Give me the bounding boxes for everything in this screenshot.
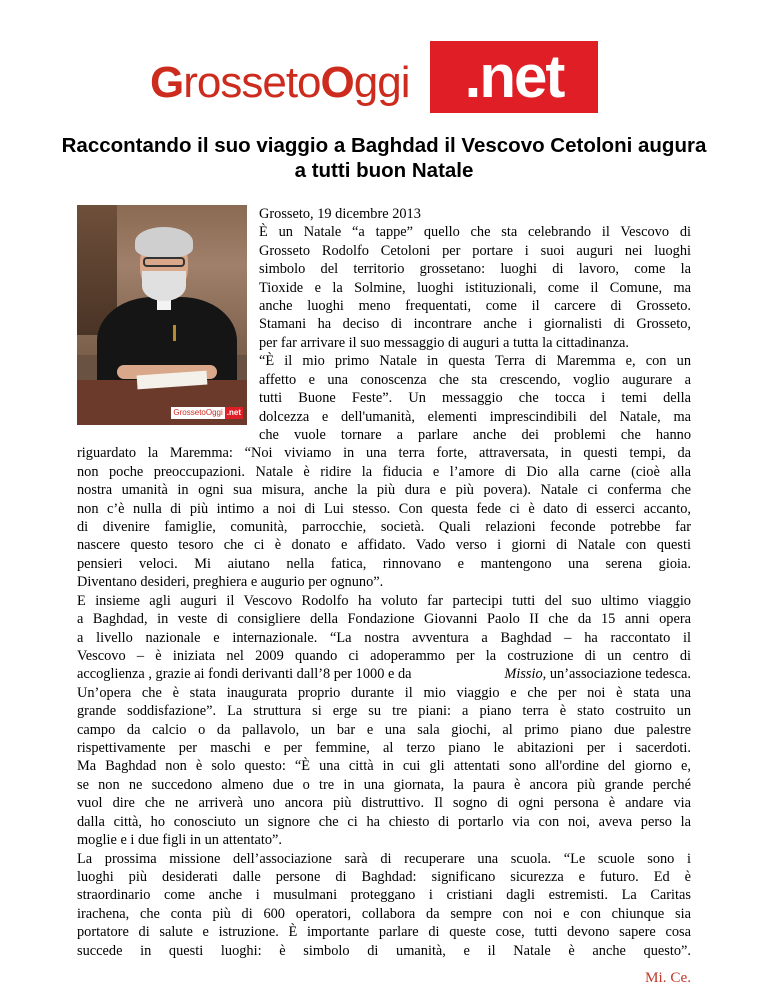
photo-collar [157,300,171,310]
text-line: per far arrivare il suo messaggio di auguri a tutta la cittadinanza. [259,334,630,351]
text-line: riguardato la Maremma: “Noi viviamo in una terra forte, attraversata, in questi tempi, da [77,445,691,462]
text-line: Un’opera che è stata inaugurata proprio durante il mio viaggio e che per noi è stata una [77,684,691,701]
photo-beard [142,271,186,301]
text-line: che vuole tornare a parlare anche dei problemi che hanno [259,426,691,443]
bishop-photo [77,205,247,425]
text-line: Grosseto Rodolfo Cetoloni per portare i suoi auguri nei luoghi [259,242,691,259]
text-line: Vescovo – è iniziata nel 2009 quando ci adoperammo per la costruzione di un centro di [77,647,691,664]
text-line: vuol dire che ne arriverà uno ancora più distruttivo. Il sogno di ogni persona è andare via [77,795,691,812]
text-line: non poche preoccupazioni. Natale è ridire la fiducia e l’amore di Dio alla carne (cioè alla [77,463,691,480]
italic-word: Missio [504,666,543,683]
text-line: succede in questi luoghi: è simbolo di umanità, e il Natale è anche questo”. [77,942,691,959]
photo-watermark [171,407,243,419]
text-line: campo da calcio o da pallavolo, un bar e una sala giochi, al primo piano due palestre [77,721,691,738]
text-line: rispettivamente per maschi e per femmine, al terzo piano le abitazioni per i sacerdoti. [77,740,691,757]
text-line: Tioxide e la Solmine, luoghi istituzionali, come il Comune, ma [259,279,691,296]
watermark-text: GrossetoOggi [173,408,223,417]
text-line: straordinario come anche i musulmani proteggano i cristiani dagli estremisti. La Caritas [77,887,691,904]
text-line: a livello nazionale e internazionale. “La nostra avventura a Baghdad – ha raccontato il [77,629,691,646]
logo-letters: ggi [353,58,410,107]
text-line: “È il mio primo Natale in questa Terra di Maremma e, con un [259,353,691,370]
text-line: La prossima missione dell’associazione sarà di recuperare una scuola. “Le scuole sono i [77,850,691,867]
text-line: E insieme agli auguri il Vescovo Rodolfo ha voluto far partecipi tutti del suo ultimo viaggio [77,592,691,609]
logo-letters: rosseto [183,58,321,107]
text-line: Diventano desideri, preghiera e augurio per ognuno”. [77,574,384,591]
text-fragment [504,665,691,683]
text-line: irachena, che conta più di 600 operatori, collabora da sempre con noi e con chiunque sia [77,905,691,922]
text-line: se non ne succedono almeno due o tre in una giornata, la paura è ancora più grande perché [77,776,691,793]
logo-letter: G [150,58,184,107]
text-fragment: accoglienza , grazie ai fondi derivanti dall’8 per 1000 e da [77,666,412,683]
text-line: nascere questo tesoro che ci è donato e affidato. Vado verso i giorni di Natale con questi [77,537,691,554]
text-line: anche luoghi meno frequentati, come il carcere di Grosseto. [259,298,691,315]
text-line: luoghi più desiderati dalle persone di Baghdad: significano sicurezza e futuro. Ed è [77,868,691,885]
watermark-net: .net [226,408,241,417]
text-line: dalla città, ho conosciuto un signore che ci ha chiesto di portarlo via con noi, aveva perso la [77,813,691,830]
text-line: moglie e i due figli in un attentato”. [77,832,282,849]
text-line: affetto e una conoscenza che sta crescendo, voglio augurare a [259,371,691,388]
text-line: Stamani ha deciso di incontrare anche i giornalisti di Grosseto, [259,316,691,333]
text-line: portatore di salute e istruzione. È importante parlare di queste cose, tutti devono sapere cosa [77,924,691,941]
text-line: È un Natale “a tappe” quello che sta celebrando il Vescovo di [259,224,691,241]
photo-hair [135,227,193,257]
text-line: Ma Baghdad non è solo questo: “È una città in cui gli attentati sono all'ordine del giorno e, [77,758,691,775]
logo-wordmark [150,58,410,107]
author-signature: Mi. Ce. [645,969,691,986]
article-title: Raccontando il suo viaggio a Baghdad il Vescovo Cetoloni augura a tutti buon Natale [61,134,707,182]
text-fragment: , un’associazione tedesca. [542,666,691,683]
text-line: dolcezza e dell'umanità, elementi imprescindibili del Natale, ma [259,408,691,425]
photo-glasses [143,257,185,267]
text-line: pensieri veloci. Mi aiutano nella fatica, rinnovano e mantengono una serena gioia. [77,555,691,572]
text-line: non c’è nulla di più intimo a noi di Lui stesso. Con questa fede ci è dato di esserci accanto, [77,500,691,517]
logo-letter: O [320,58,354,107]
text-line: nostra umanità in ogni sua misura, anche la più dura e più povera). Natale ci conferma che [77,482,691,499]
text-line: grande soddisfazione”. La struttura si erge su tre piani: a piano terra è stato costruito un [77,703,691,720]
text-line [77,665,691,683]
text-line: simbolo del territorio grossetano: luoghi di lavoro, come la [259,261,691,278]
text-line: a Baghdad, in veste di consigliere della Fondazione Giovanni Paolo II che da 15 anni opera [77,611,691,628]
article-dateline: Grosseto, 19 dicembre 2013 [259,206,421,222]
logo-net-badge: .net [430,41,598,113]
text-line: di divenire famiglie, comunità, parrocchie, società. Quali relazioni feconde potrebbe far [77,519,691,536]
text-line: tutti Buone Feste”. Un messaggio che tocca i temi della [259,390,691,407]
photo-cross [173,325,186,341]
